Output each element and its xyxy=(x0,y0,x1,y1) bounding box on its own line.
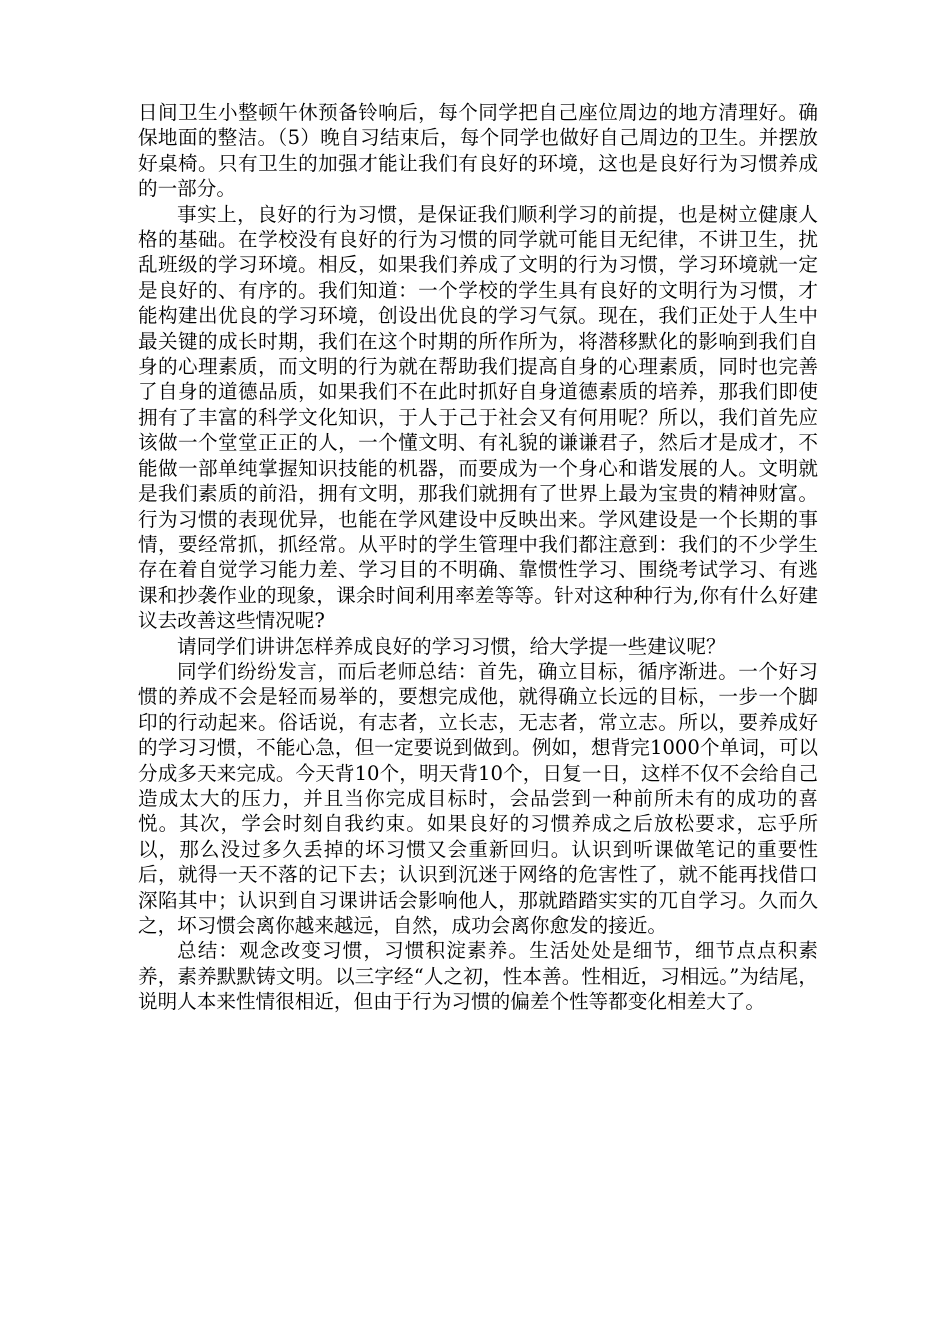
paragraph-2: 事实上，良好的行为习惯，是保证我们顺利学习的前提，也是树立健康人格的基础。在学校没有良好的行为习惯的同学就可能目无纪律，不讲卫生，扰乱班级的学习环境。相反，如果我们养成了文明的行为习惯，学习环境就一定是良好的、有序的。我们知道：一个学校的学生具有良好的文明行为习惯，才能构建出优良的学习环境，创设出优良的学习气氛。现在，我们正处于人生中最关键的成长时期，我们在这个时期的所作所为，将潜移默化的影响到我们自身的心理素质，而文明的行为就在帮助我们提高自身的心理素质，同时也完善了自身的道德品质，如果我们不在此时抓好自身道德素质的培养，那我们即使拥有了丰富的科学文化知识，于人于己于社会又有何用呢？所以，我们首先应该做一个堂堂正正的人，一个懂文明、有礼貌的谦谦君子，然后才是成才，不能做一部单纯掌握知识技能的机器，而要成为一个身心和谐发展的人。文明就是我们素质的前沿，拥有文明，那我们就拥有了世界上最为宝贵的精神财富。行为习惯的表现优异，也能在学风建设中反映出来。学风建设是一个长期的事情，要经常抓，抓经常。从平时的学生管理中我们都注意到：我们的不少学生存在着自觉学习能力差、学习目的不明确、靠惯性学习、围绕考试学习、有逃课和抄袭作业的现象，课余时间利用率差等等。针对这种种行为,你有什么好建议去改善这些情况呢? xyxy=(138,202,818,633)
paragraph-1: 日间卫生小整顿午休预备铃响后，每个同学把自己座位周边的地方清理好。确保地面的整洁。（5）晚自习结束后，每个同学也做好自己周边的卫生。并摆放好桌椅。只有卫生的加强才能让我们有良好的环境，这也是良好行为习惯养成的一部分。 xyxy=(138,101,818,201)
paragraph-3: 请同学们讲讲怎样养成良好的学习习惯，给大学提一些建议呢？ xyxy=(177,634,726,658)
paragraph-4: 同学们纷纷发言，而后老师总结：首先，确立目标，循序渐进。一个好习惯的养成不会是轻而易举的，要想完成他，就得确立长远的目标，一步一个脚印的行动起来。俗话说，有志者，立长志，无志者，常立志。所以，要养成好的学习习惯，不能心急，但一定要说到做到。例如，想背完1000个单词，可以分成多天来完成。今天背10个，明天背10个，日复一日，这样不仅不会给自己造成太大的压力，并且当你完成目标时，会品尝到一种前所未有的成功的喜悦。其次，学会时刻自我约束。如果良好的习惯养成之后放松要求，忘乎所以，那么没过多久丢掉的坏习惯又会重新回归。认识到听课做笔记的重要性后，就得一天不落的记下去；认识到沉迷于网络的危害性了，就不能再找借口深陷其中；认识到自习课讲话会影响他人，那就踏踏实实的兀自学习。久而久之，坏习惯会离你越来越远，自然，成功会离你愈发的接近。 xyxy=(138,659,818,937)
document-page xyxy=(138,100,818,1015)
paragraph-5: 总结：观念改变习惯，习惯积淀素养。生活处处是细节，细节点点积素养，素养默默铸文明。以三字经“人之初，性本善。性相近，习相远。”为结尾，说明人本来性情很相近，但由于行为习惯的偏差个性等都变化相差大了。 xyxy=(138,939,818,1014)
